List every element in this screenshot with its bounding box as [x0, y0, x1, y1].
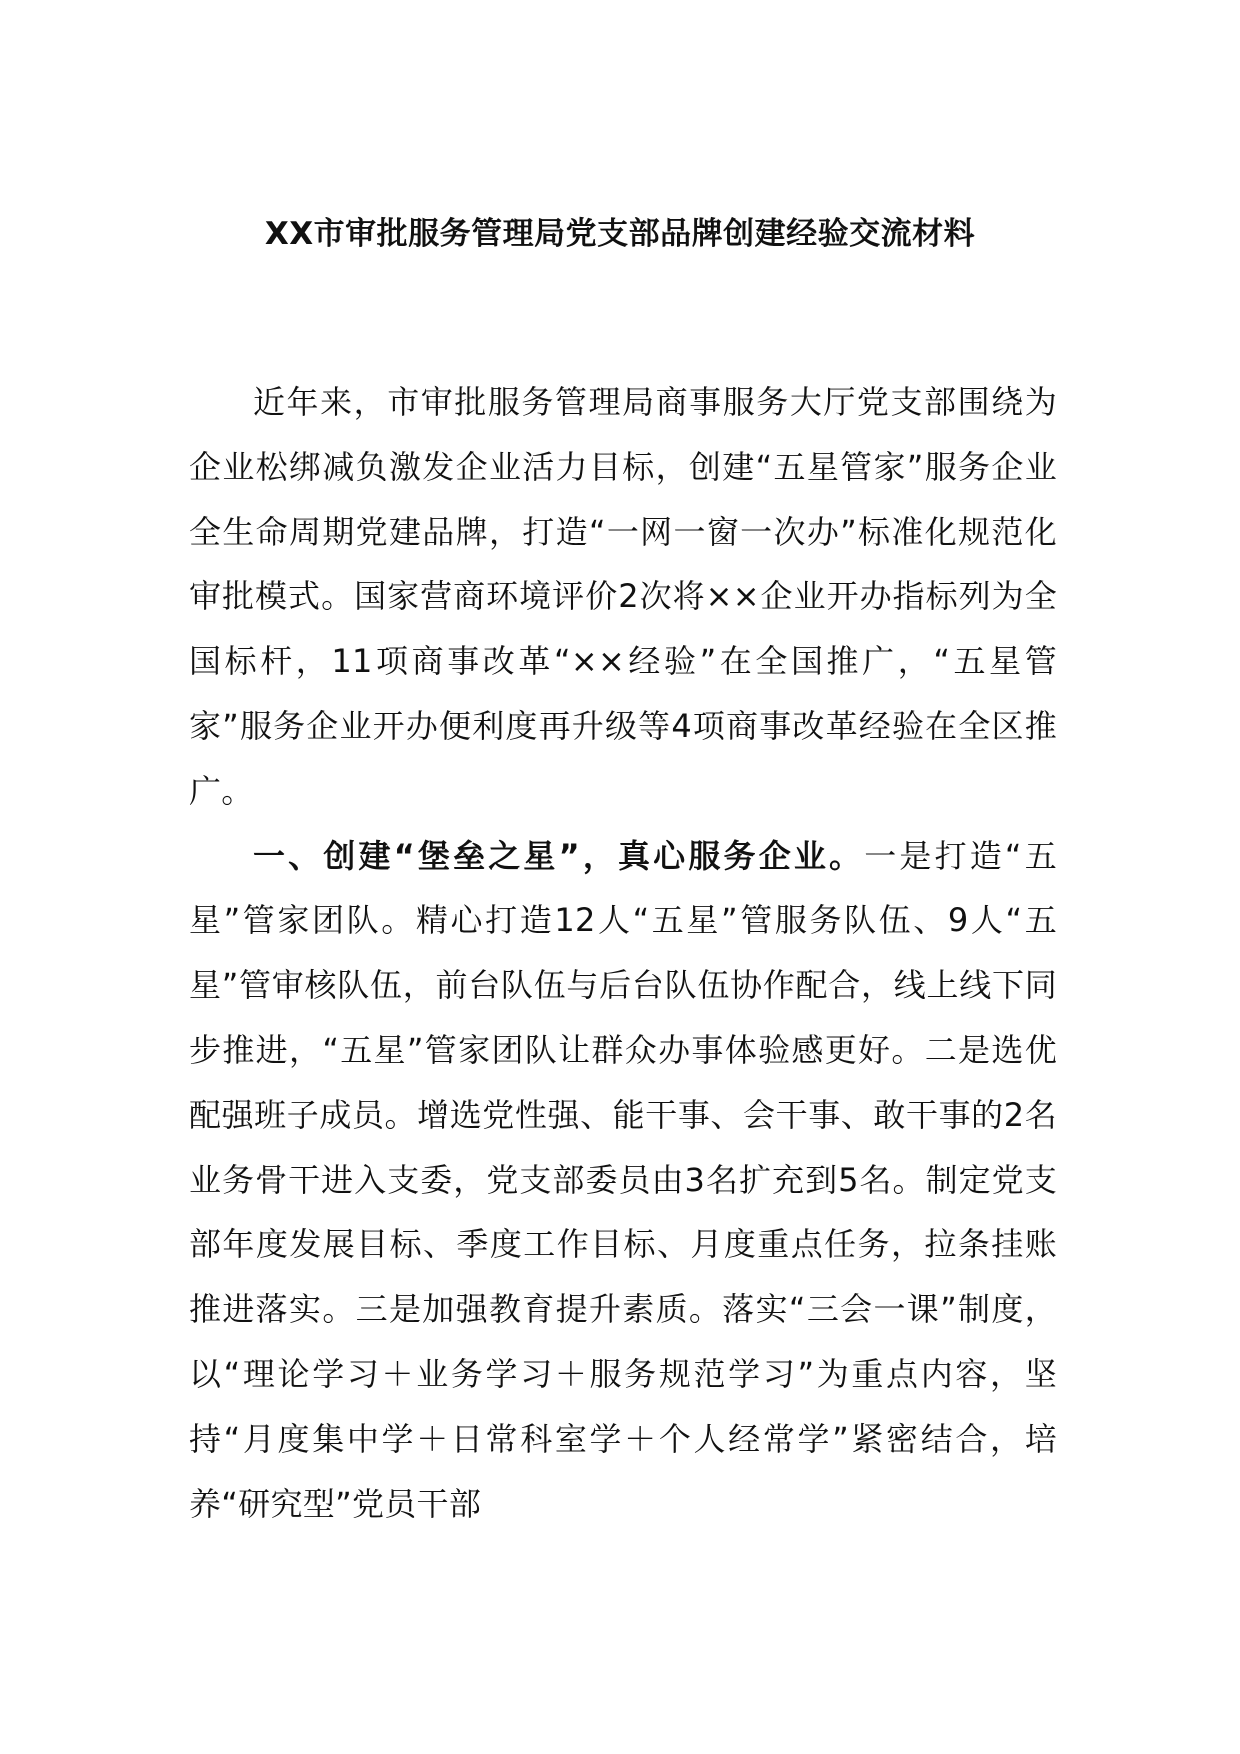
- section-1-paragraph: [189, 824, 1057, 1537]
- document-title: XX市审批服务管理局党支部品牌创建经验交流材料: [264, 216, 976, 252]
- document-body: [189, 370, 1057, 1536]
- section-1-heading: 一、创建“堡垒之星”，真心服务企业。: [253, 836, 865, 875]
- section-1-body: 一是打造“五星”管家团队。精心打造12人“五星”管服务队伍、9人“五星”管审核队伍，前台队伍与后台队伍协作配合，线上线下同步推进，“五星”管家团队让群众办事体验感更好。二是选优配强班子成员。增选党性强、能干事、会干事、敢干事的2名业务骨干进入支委，党支部委员由3名扩充到5名。制定党支部年度发展目标、季度工作目标、月度重点任务，拉条挂账推进落实。三是加强教育提升素质。落实“三会一课”制度，以“理论学习＋业务学习＋服务规范学习”为重点内容，坚持“月度集中学＋日常科室学＋个人经常学”紧密结合，培养“研究型”党员干部: [189, 836, 1057, 1523]
- intro-paragraph: 近年来，市审批服务管理局商事服务大厅党支部围绕为企业松绑减负激发企业活力目标，创建“五星管家”服务企业全生命周期党建品牌，打造“一网一窗一次办”标准化规范化审批模式。国家营商环境评价2次将××企业开办指标列为全国标杆，11项商事改革“××经验”在全国推广，“五星管家”服务企业开办便利度再升级等4项商事改革经验在全区推广。: [189, 383, 1057, 810]
